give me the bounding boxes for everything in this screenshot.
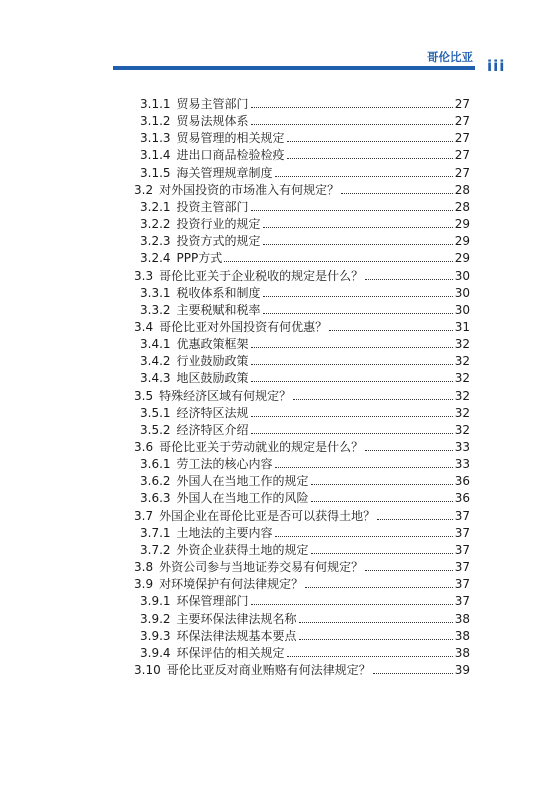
toc-entry-title: 进出口商品检验检疫 — [176, 148, 285, 163]
toc-subsection-entry[interactable] — [140, 351, 470, 368]
toc-entry-page: 32 — [454, 354, 470, 369]
toc-section-entry[interactable] — [134, 180, 470, 197]
toc-entry-number: 3.9.4 — [140, 645, 171, 660]
toc-entry-title: 外资公司参与当地证券交易有何规定？ — [159, 560, 364, 575]
toc-entry-number: 3.2.1 — [140, 199, 171, 214]
toc-subsection-entry[interactable] — [140, 403, 470, 420]
toc-subsection-entry[interactable] — [140, 231, 470, 248]
toc-entry-number: 3.6.3 — [140, 491, 171, 506]
toc-entry-number: 3.5.1 — [140, 405, 171, 420]
dot-leader — [263, 284, 453, 297]
dot-leader — [365, 558, 453, 571]
toc-entry-page: 27 — [454, 165, 470, 180]
toc-entry-page: 38 — [454, 628, 470, 643]
toc-entry-number: 3.4 — [134, 319, 154, 334]
toc-entry-number: 3.6 — [134, 440, 154, 454]
toc-entry-title: 外国企业在哥伦比亚是否可以获得土地？ — [159, 508, 376, 523]
toc-entry-page: 32 — [454, 371, 470, 386]
toc-subsection-entry[interactable] — [140, 163, 470, 180]
toc-entry-title: 外国人在当地工作的规定 — [176, 474, 309, 489]
toc-entry-number: 3.3 — [134, 268, 154, 283]
toc-entry-page: 36 — [454, 491, 470, 506]
toc-entry-number: 3.4.1 — [140, 337, 171, 352]
dot-leader — [251, 404, 453, 417]
toc-entry-number: 3.9.3 — [140, 628, 171, 643]
toc-entry-page: 33 — [454, 440, 470, 454]
toc-entry-number: 3.2.4 — [140, 251, 171, 266]
toc-entry-page: 28 — [454, 182, 470, 197]
toc-entry-page: 31 — [454, 319, 470, 334]
toc-subsection-entry[interactable] — [140, 300, 470, 317]
toc-subsection-entry[interactable] — [140, 523, 470, 540]
toc-entry-number: 3.7 — [134, 508, 154, 523]
toc-entry-number: 3.5 — [134, 388, 154, 403]
dot-leader — [251, 369, 453, 382]
toc-entry-page: 29 — [454, 251, 470, 266]
toc-entry-page: 38 — [454, 611, 470, 626]
toc-entry-page: 37 — [454, 508, 470, 523]
dot-leader — [251, 198, 453, 211]
dot-leader — [263, 215, 453, 228]
dot-leader — [263, 232, 453, 245]
toc-entry-page: 30 — [454, 268, 470, 283]
toc-entry-page: 32 — [454, 405, 470, 420]
dot-leader — [275, 524, 453, 537]
toc-subsection-entry[interactable] — [140, 94, 470, 111]
toc-entry-title: 海关管理规章制度 — [176, 165, 273, 180]
toc-entry-title: 主要环保法律法规名称 — [176, 611, 297, 626]
page-number: iii — [487, 57, 506, 75]
toc-entry-number: 3.4.2 — [140, 354, 171, 369]
dot-leader — [365, 267, 453, 280]
toc-subsection-entry[interactable] — [140, 591, 470, 608]
toc-subsection-entry[interactable] — [140, 368, 470, 385]
toc-entry-page: 32 — [454, 337, 470, 352]
dot-leader — [263, 301, 453, 314]
toc-subsection-entry[interactable] — [140, 488, 470, 505]
header-rule — [113, 66, 475, 70]
toc-entry-page: 37 — [454, 542, 470, 557]
toc-subsection-entry[interactable] — [140, 334, 470, 351]
toc-section-entry[interactable] — [134, 660, 470, 677]
toc-entry-page: 32 — [454, 422, 470, 437]
toc-entry-title: 贸易主管部门 — [176, 97, 249, 111]
toc-section-entry[interactable] — [134, 437, 470, 454]
toc-entry-page: 27 — [454, 148, 470, 163]
toc-entry-page: 33 — [454, 457, 470, 472]
toc-entry-number: 3.2.3 — [140, 234, 171, 249]
toc-entry-number: 3.5.2 — [140, 422, 171, 437]
dot-leader — [299, 627, 453, 640]
toc-entry-number: 3.1.2 — [140, 114, 171, 129]
toc-entry-number: 3.2 — [134, 182, 154, 197]
dot-leader — [311, 472, 453, 485]
toc-entry-title: 经济特区介绍 — [176, 422, 249, 437]
dot-leader — [305, 575, 453, 588]
toc-entry-page: 27 — [454, 131, 470, 146]
toc-section-entry[interactable] — [134, 557, 470, 574]
toc-subsection-entry[interactable] — [140, 454, 470, 471]
toc-entry-title: 税收体系和制度 — [176, 285, 261, 300]
dot-leader — [329, 318, 453, 331]
toc-entry-title: 投资行业的规定 — [176, 217, 261, 232]
toc-subsection-entry[interactable] — [140, 626, 470, 643]
toc-subsection-entry[interactable] — [140, 283, 470, 300]
dot-leader — [311, 541, 453, 554]
toc-entry-title: 外国人在当地工作的风险 — [176, 491, 309, 506]
toc-entry-number: 3.1.1 — [140, 97, 171, 111]
toc-entry-number: 3.7.1 — [140, 525, 171, 540]
toc-section-entry[interactable] — [134, 506, 470, 523]
dot-leader — [275, 455, 453, 468]
toc-entry-title: 对外国投资的市场准入有何规定？ — [159, 182, 340, 197]
toc-subsection-entry[interactable] — [140, 197, 470, 214]
dot-leader — [251, 592, 453, 605]
toc-subsection-entry[interactable] — [140, 643, 470, 660]
toc-entry-number: 3.1.5 — [140, 165, 171, 180]
dot-leader — [299, 610, 453, 623]
toc-subsection-entry[interactable] — [140, 214, 470, 231]
toc-section-entry[interactable] — [134, 317, 470, 334]
dot-leader — [251, 352, 453, 365]
toc-entry-number: 3.3.1 — [140, 285, 171, 300]
toc-entry-number: 3.1.3 — [140, 131, 171, 146]
toc-entry-page: 37 — [454, 577, 470, 592]
toc-entry-title: 劳工法的核心内容 — [176, 457, 273, 472]
toc-entry-title: 外资企业获得土地的规定 — [176, 542, 309, 557]
toc-entry-page: 37 — [454, 594, 470, 609]
dot-leader — [224, 249, 452, 262]
toc-entry-page: 37 — [454, 525, 470, 540]
toc-entry-title: 环保管理部门 — [176, 594, 249, 609]
toc-entry-number: 3.10 — [134, 662, 161, 677]
toc-entry-title: 哥伦比亚反对商业贿赂有何法律规定？ — [166, 662, 371, 677]
toc-entry-number: 3.6.1 — [140, 457, 171, 472]
toc-subsection-entry[interactable] — [140, 540, 470, 557]
dot-leader — [287, 146, 453, 159]
toc-entry-number: 3.9.2 — [140, 611, 171, 626]
dot-leader — [287, 129, 453, 142]
toc-entry-title: 环保法律法规基本要点 — [176, 628, 297, 643]
toc-entry-page: 27 — [454, 114, 470, 129]
toc-entry-title: 地区鼓励政策 — [176, 371, 249, 386]
dot-leader — [251, 112, 453, 125]
toc-entry-page: 37 — [454, 560, 470, 575]
toc-entry-page: 29 — [454, 217, 470, 232]
toc-entry-title: 贸易法规体系 — [176, 114, 249, 129]
toc-subsection-entry[interactable] — [140, 145, 470, 162]
toc-entry-title: 哥伦比亚关于企业税收的规定是什么？ — [159, 268, 364, 283]
dot-leader — [365, 438, 453, 451]
toc-section-entry[interactable] — [134, 386, 470, 403]
toc-entry-number: 3.3.2 — [140, 302, 171, 317]
toc-entry-page: 29 — [454, 234, 470, 249]
toc-entry-title: 特殊经济区域有何规定？ — [159, 388, 292, 403]
toc-entry-number: 3.7.2 — [140, 542, 171, 557]
toc-section-entry[interactable] — [134, 266, 470, 283]
dot-leader — [311, 489, 453, 502]
toc-entry-title: 贸易管理的相关规定 — [176, 131, 285, 146]
toc-entry-page: 27 — [454, 97, 470, 111]
toc-entry-number: 3.9.1 — [140, 594, 171, 609]
toc-subsection-entry[interactable] — [140, 420, 470, 437]
dot-leader — [251, 335, 453, 348]
toc-entry-page: 30 — [454, 285, 470, 300]
toc-entry-page: 32 — [454, 388, 470, 403]
toc-subsection-entry[interactable] — [140, 471, 470, 488]
toc-entry-title: 行业鼓励政策 — [176, 354, 249, 369]
toc-entry-page: 36 — [454, 474, 470, 489]
toc-entry-number: 3.1.4 — [140, 148, 171, 163]
toc-entry-title: 土地法的主要内容 — [176, 525, 273, 540]
toc-entry-number: 3.2.2 — [140, 217, 171, 232]
toc-entry-title: 主要税赋和税率 — [176, 302, 261, 317]
dot-leader — [341, 181, 453, 194]
toc-entry-title: 环保评估的相关规定 — [176, 645, 285, 660]
toc-entry-page: 28 — [454, 199, 470, 214]
toc-subsection-entry[interactable] — [140, 111, 470, 128]
toc-entry-page: 38 — [454, 645, 470, 660]
toc-entry-number: 3.8 — [134, 560, 154, 575]
toc-subsection-entry[interactable] — [140, 128, 470, 145]
toc-entry-title: 经济特区法规 — [176, 405, 249, 420]
toc-entry-number: 3.4.3 — [140, 371, 171, 386]
toc-entry-title: 投资方式的规定 — [176, 234, 261, 249]
dot-leader — [377, 507, 453, 520]
toc-entry-title: 哥伦比亚对外国投资有何优惠？ — [159, 319, 328, 334]
dot-leader — [293, 387, 453, 400]
toc-entry-title: 优惠政策框架 — [176, 337, 249, 352]
toc-entry-page: 39 — [454, 662, 470, 677]
toc-entry-title: 投资主管部门 — [176, 199, 249, 214]
toc-entry-title: 哥伦比亚关于劳动就业的规定是什么？ — [159, 440, 364, 454]
toc-section-entry[interactable] — [134, 574, 470, 591]
toc-entry-title: PPP方式 — [176, 251, 223, 266]
dot-leader — [251, 421, 453, 434]
toc-entry-title: 对环境保护有何法律规定？ — [159, 577, 304, 592]
toc-subsection-entry[interactable] — [140, 248, 470, 265]
toc-entry-page: 30 — [454, 302, 470, 317]
running-header-title: 哥伦比亚 — [427, 50, 473, 64]
toc-entry-number: 3.9 — [134, 577, 154, 592]
toc-entry-number: 3.6.2 — [140, 474, 171, 489]
dot-leader — [251, 95, 453, 108]
dot-leader — [287, 644, 453, 657]
toc-subsection-entry[interactable] — [140, 609, 470, 626]
dot-leader — [275, 164, 453, 177]
dot-leader — [373, 661, 453, 674]
